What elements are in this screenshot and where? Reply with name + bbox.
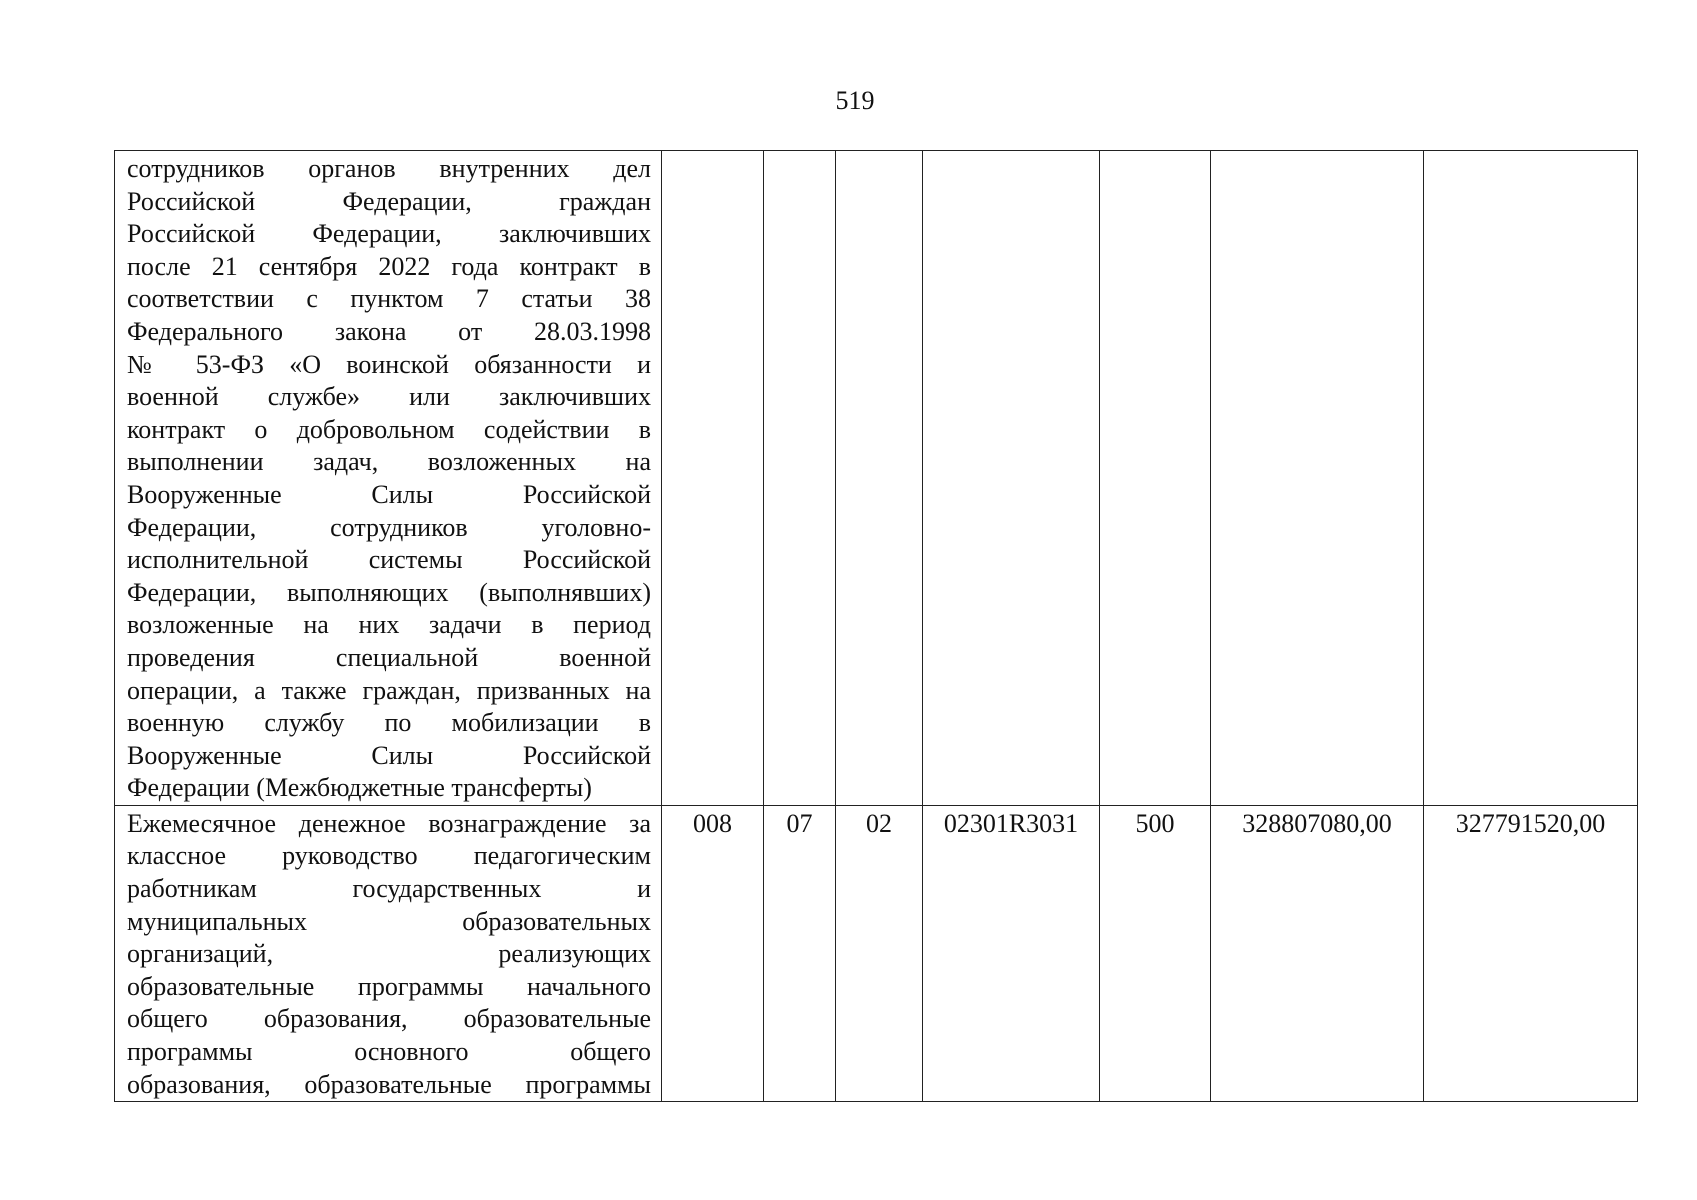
table-row — [115, 805, 1638, 1101]
amount-year2-cell — [1424, 151, 1638, 806]
description-line: работникам государственных и — [127, 874, 651, 904]
description-line: военную службу по мобилизации в — [127, 708, 651, 738]
description-line: возложенные на них задачи в период — [127, 610, 651, 640]
description-line: Федерации, сотрудников уголовно- — [127, 512, 651, 542]
target-article-cell: 02301R3031 — [923, 805, 1100, 1101]
description-line: Российской Федерации, граждан — [127, 186, 651, 216]
description-line: Вооруженные Силы Российской — [127, 740, 651, 770]
description-line: программы основного общего — [127, 1037, 651, 1067]
description-line: классное руководство педагогическим — [127, 841, 651, 871]
subsection-code-cell — [836, 151, 923, 806]
section-code-cell — [764, 151, 836, 806]
description-line: Вооруженные Силы Российской — [127, 479, 651, 509]
description-line: общего образования, образовательные — [127, 1004, 651, 1034]
target-article-cell — [923, 151, 1100, 806]
description-line: после 21 сентября 2022 года контракт в — [127, 251, 651, 281]
description-line: проведения специальной военной — [127, 642, 651, 672]
section-code-cell: 07 — [764, 805, 836, 1101]
description-cell — [115, 805, 662, 1101]
description-line: Федерации, выполняющих (выполнявших) — [127, 577, 651, 607]
description-line: муниципальных образовательных — [127, 906, 651, 936]
description-line: соответствии с пунктом 7 статьи 38 — [127, 284, 651, 314]
amount-year2-cell: 327791520,00 — [1424, 805, 1638, 1101]
description-line: операции, а также граждан, призванных на — [127, 675, 651, 705]
description-line: сотрудников органов внутренних дел — [127, 154, 651, 183]
expense-type-cell — [1100, 151, 1211, 806]
amount-year1-cell — [1211, 151, 1424, 806]
description-line: Федерации (Межбюджетные трансферты) — [127, 773, 592, 803]
description-cell — [115, 151, 662, 806]
description-line: военной службе» или заключивших — [127, 382, 651, 412]
description-line: образования, образовательные программы — [127, 1069, 651, 1099]
description-line: образовательные программы начального — [127, 971, 651, 1001]
page-number: 519 — [835, 86, 875, 115]
description-line: Ежемесячное денежное вознаграждение за — [127, 808, 651, 838]
amount-year1-cell: 328807080,00 — [1211, 805, 1424, 1101]
description-line: Российской Федерации, заключивших — [127, 219, 651, 249]
description-line: Федерального закона от 28.03.1998 — [127, 316, 651, 346]
description-line: контракт о добровольном содействии в — [127, 414, 651, 444]
ministry-code-cell — [662, 151, 764, 806]
ministry-code-cell: 008 — [662, 805, 764, 1101]
description-line: организаций, реализующих — [127, 939, 651, 969]
description-line: № 53-ФЗ «О воинской обязанности и — [127, 349, 651, 379]
subsection-code-cell: 02 — [836, 805, 923, 1101]
description-line: выполнении задач, возложенных на — [127, 447, 651, 477]
expense-type-cell: 500 — [1100, 805, 1211, 1101]
table-row — [115, 151, 1638, 806]
budget-table — [114, 150, 1638, 1102]
description-line: исполнительной системы Российской — [127, 545, 651, 575]
